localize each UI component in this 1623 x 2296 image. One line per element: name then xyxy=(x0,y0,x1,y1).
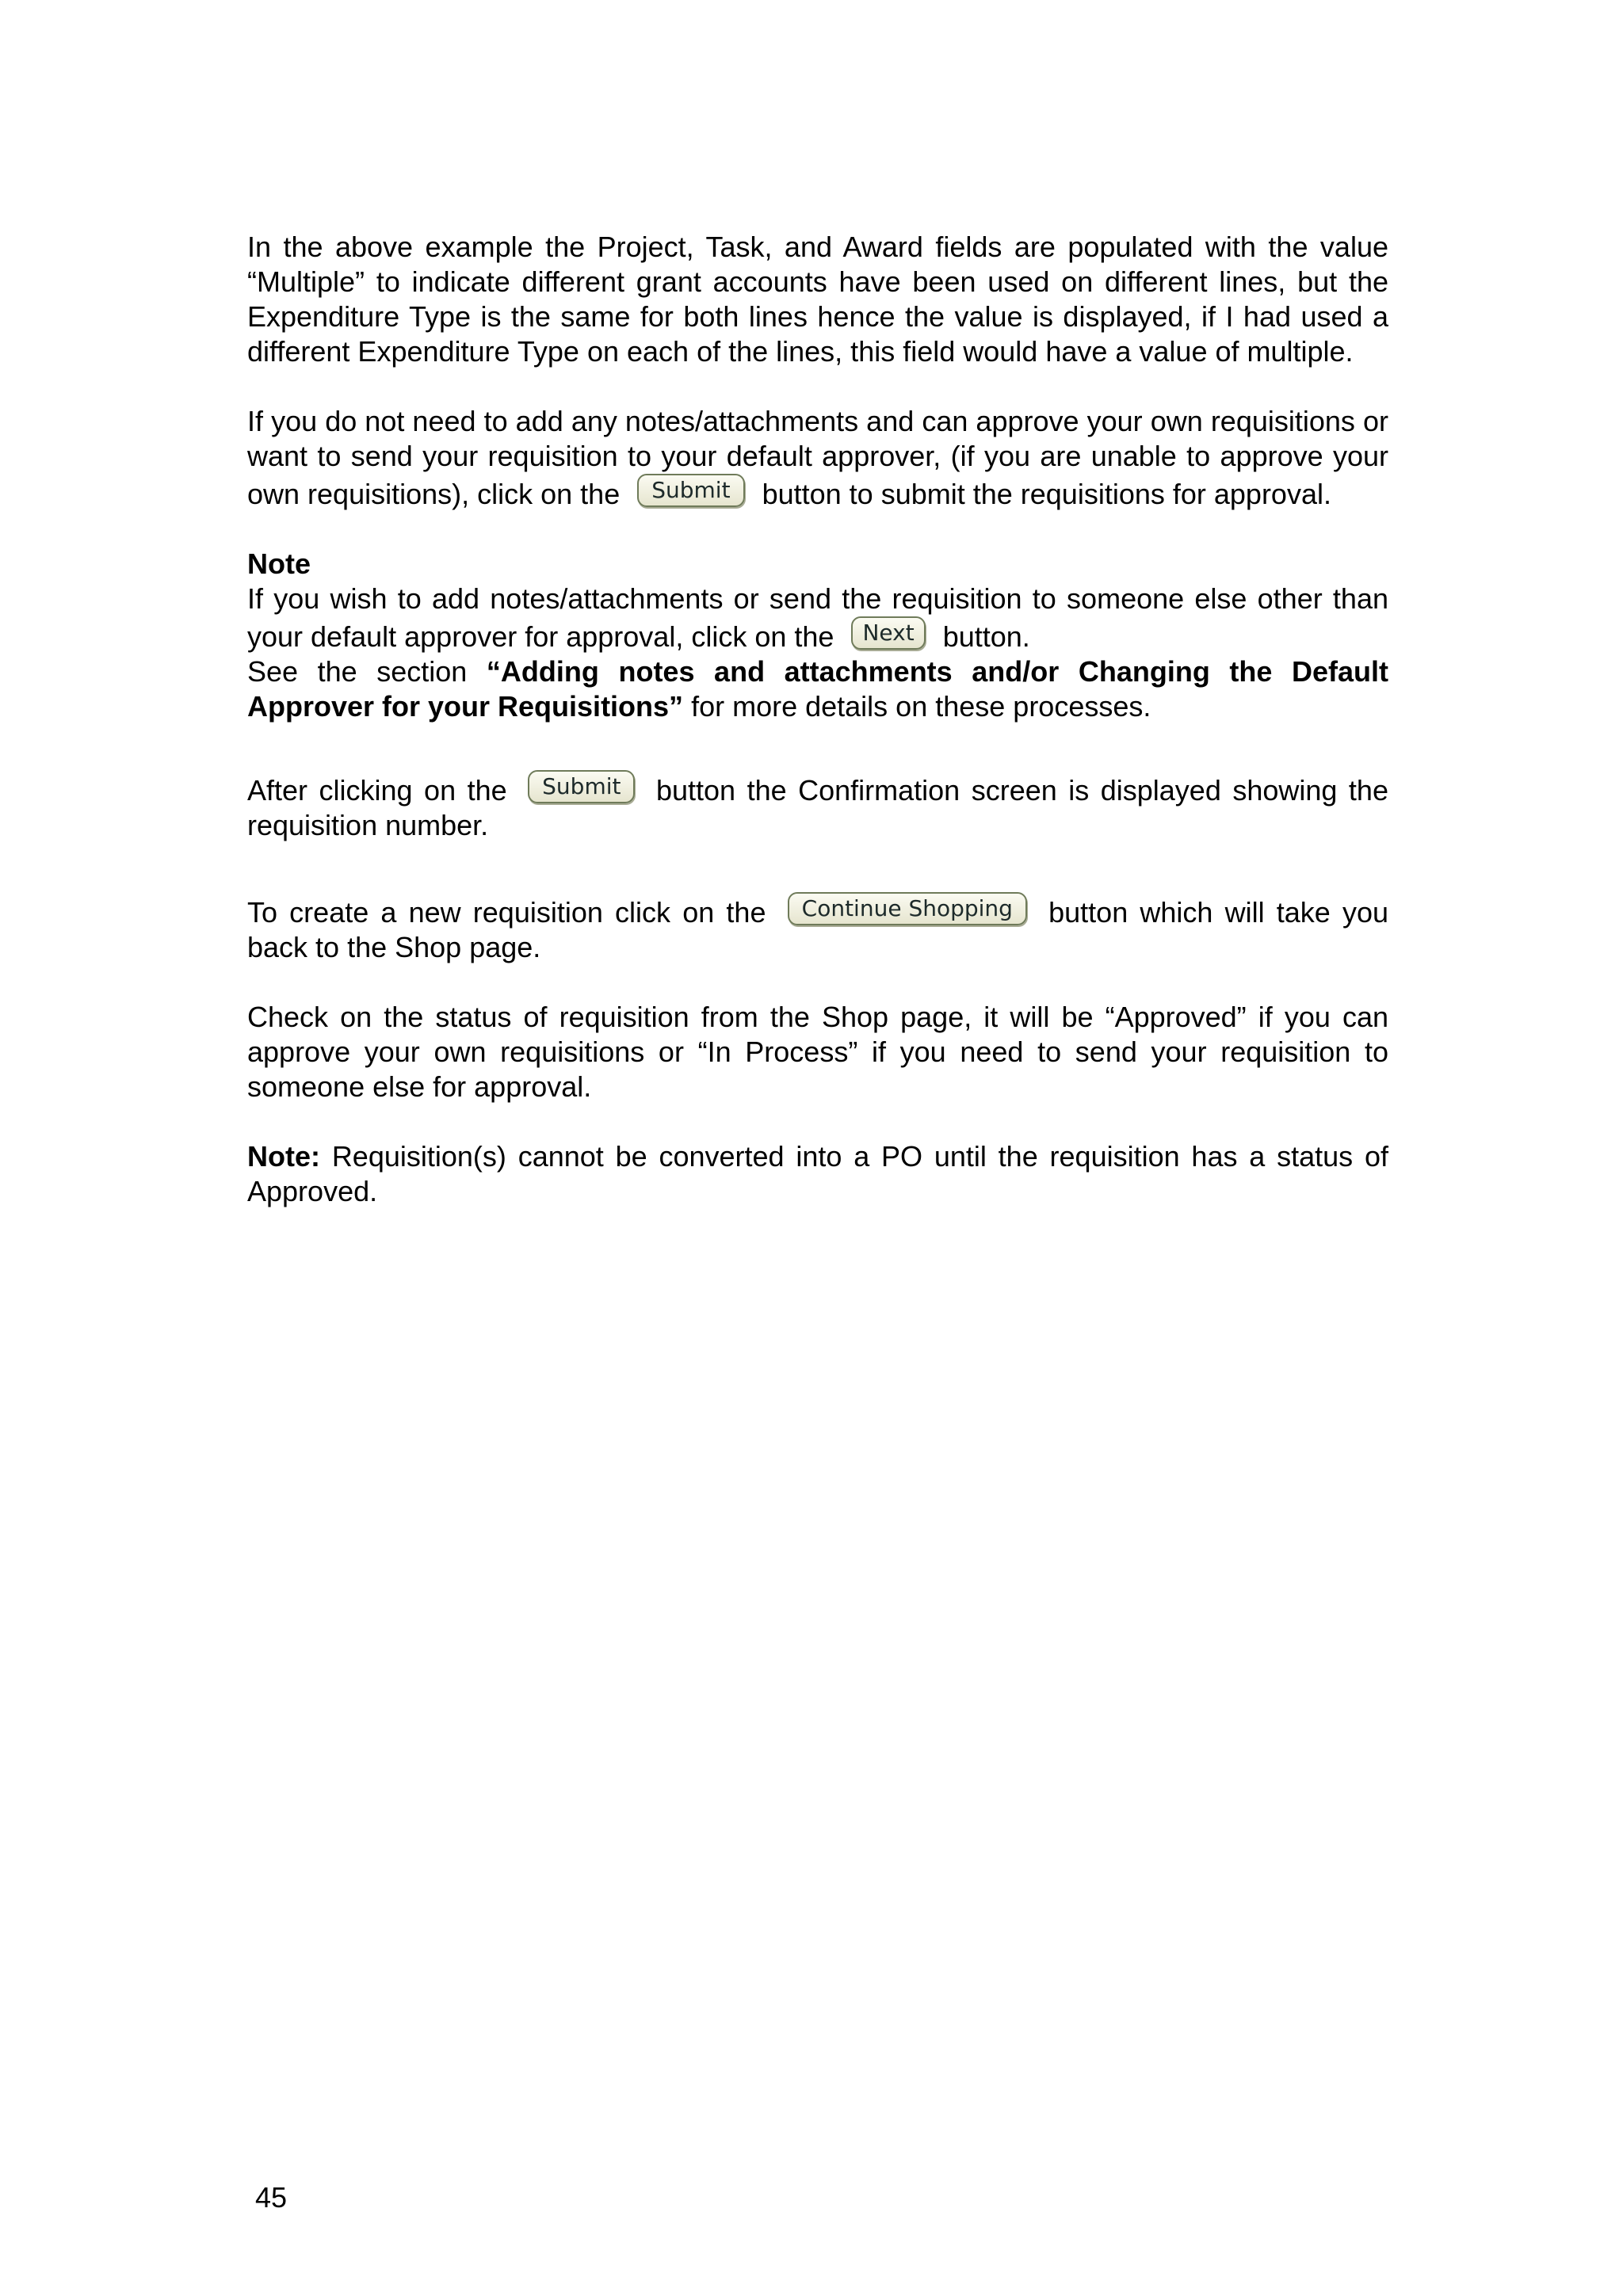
paragraph-confirmation xyxy=(247,770,1388,843)
paragraph-next-instructions xyxy=(247,582,1388,654)
paragraph-populated-fields: In the above example the Project, Task, and Award fields are populated with the value “Multiple” to indicate different grant accounts have been used on different lines, but the Expenditure Type is the same for both lines hence the value is displayed, if I had used a different Expenditure Type on each of the lines, this field would have a value of multiple. xyxy=(247,231,1388,368)
paragraph-text: Requisition(s) cannot be converted into a PO until the requisition has a status of Approved. xyxy=(247,1140,1388,1207)
paragraph-text: See the section xyxy=(247,655,468,688)
paragraph-text: for more details on these processes. xyxy=(691,690,1151,723)
paragraph-submit-instructions xyxy=(247,404,1388,512)
paragraph-text: button to submit the requisitions for approval. xyxy=(762,478,1331,510)
paragraph-status-check: Check on the status of requisition from the Shop page, it will be “Approved” if you can approve your own requisitions or “In Process” if you need to send your requisition to someone else for approval. xyxy=(247,1001,1388,1103)
section-reference: “Adding notes and attachments and/or Changing the Default Approver for your Requisitions” xyxy=(247,655,1388,723)
submit-button[interactable]: Submit xyxy=(637,474,744,507)
page-content xyxy=(247,230,1388,1209)
paragraph-text: button the Confirmation screen is displayed showing the requisition number. xyxy=(247,774,1388,841)
next-button[interactable]: Next xyxy=(851,616,925,650)
paragraph-text: If you do not need to add any notes/attachments and can approve your own requisitions or want to send your requisition to your default approver, (if you are unable to approve your own requisitions), click on the xyxy=(247,405,1388,510)
submit-button[interactable]: Submit xyxy=(528,770,635,803)
page-number: 45 xyxy=(255,2181,288,2214)
paragraph-continue-shopping xyxy=(247,892,1388,965)
paragraph-see-section xyxy=(247,654,1388,724)
note-label: Note: xyxy=(247,1140,320,1173)
note-heading: Note xyxy=(247,547,311,580)
paragraph-text: button. xyxy=(942,620,1030,653)
paragraph-text: button which will take you back to the Shop page. xyxy=(247,896,1388,963)
paragraph-final-note xyxy=(247,1139,1388,1209)
continue-shopping-button[interactable]: Continue Shopping xyxy=(788,892,1027,925)
paragraph-text: If you wish to add notes/attachments or send the requisition to someone else other than your default approver for approval, click on the xyxy=(247,582,1388,653)
paragraph-text: To create a new requisition click on the xyxy=(247,896,766,929)
paragraph-text: After clicking on the xyxy=(247,774,507,807)
